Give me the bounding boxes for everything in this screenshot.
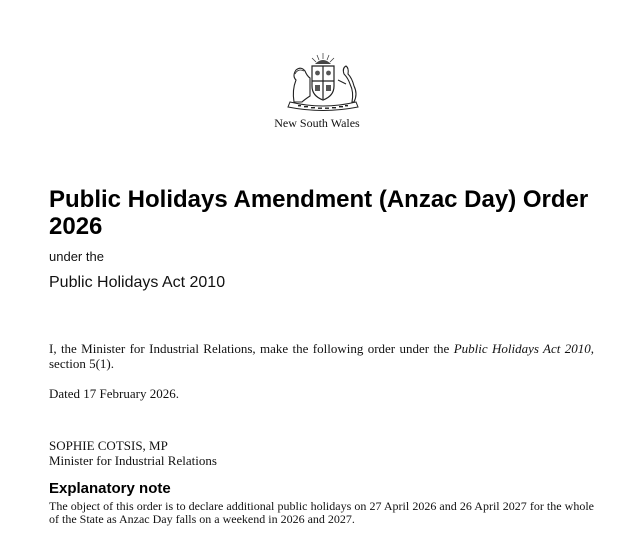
making-statement xyxy=(49,341,594,371)
under-the-label: under the xyxy=(49,249,104,264)
act-name: Public Holidays Act 2010 xyxy=(49,274,226,291)
explanatory-note-heading: Explanatory note xyxy=(49,480,171,497)
nsw-coat-of-arms-icon xyxy=(282,50,364,112)
date-line: Dated 17 February 2026. xyxy=(49,386,179,401)
jurisdiction-label: New South Wales xyxy=(274,116,360,130)
section-reference: , section 5(1). xyxy=(49,341,594,371)
act-reference: Public Holidays Act 2010 xyxy=(453,341,591,356)
making-statement-text: I, the Minister for Industrial Relations, make the following order under the xyxy=(49,341,454,356)
order-title: Public Holidays Amendment (Anzac Day) Order 2026 xyxy=(49,186,589,240)
signature-block xyxy=(49,438,594,468)
signer-name: SOPHIE COTSIS, MP xyxy=(49,438,168,453)
explanatory-note-text: The object of this order is to declare additional public holidays on 27 April 2026 and 26 April 2027 for the whole of the State as Anzac Day falls on a weekend in 2026 and 2027. xyxy=(49,499,594,526)
signer-role: Minister for Industrial Relations xyxy=(49,453,217,468)
